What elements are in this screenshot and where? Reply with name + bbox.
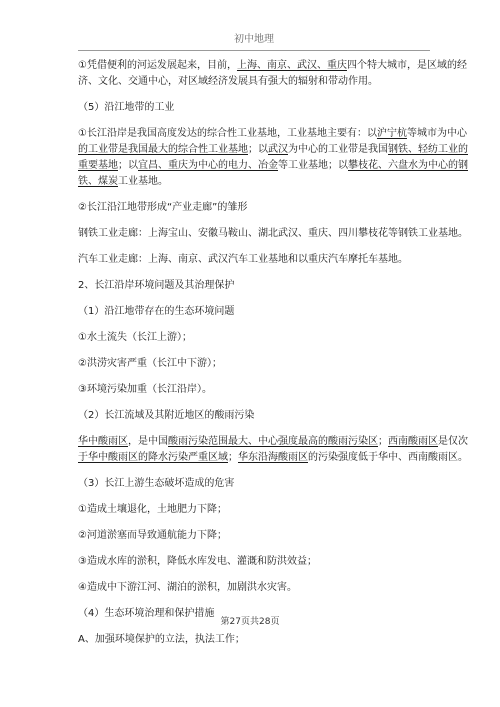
text: 四个特大城市，是区域的经 <box>346 60 467 71</box>
underlined-text: 武汉 <box>268 144 288 155</box>
page-header: 初中地理 <box>78 30 430 51</box>
underlined-text: 西南酸雨区 <box>388 436 438 447</box>
heading-2-2-acid-rain: （2）长江流域及其附近地区的酸雨污染 <box>78 410 255 421</box>
list-item-pollution: ③环境污染加重（长江沿岸）。 <box>78 384 212 395</box>
heading-2-3-damage: （3）长江上游生态破坏造成的危害 <box>78 478 235 489</box>
underlined-text: 于华中酸雨区的降水污染严重区域 <box>78 452 228 463</box>
text: ； <box>378 436 388 447</box>
underlined-text: 的工业带是我国最大的综合性工业基地 <box>78 144 248 155</box>
page-footer: 第27页共28页 <box>220 617 280 627</box>
list-item-siltation: ④造成中下游江河、湖泊的淤积，加剧洪水灾害。 <box>78 582 297 593</box>
heading-2-4-measures: （4）生态环境治理和保护措施 <box>78 608 215 619</box>
paragraph-cities-line1 <box>78 58 467 74</box>
list-item-legislation: A、加强环境保护的立法，执法工作； <box>78 634 245 645</box>
list-item-reservoir: ③造成水库的淤积，降低水库发电、灌溉和防洪效益； <box>78 556 317 567</box>
list-item-soil: ①造成土壤退化，土地肥力下降； <box>78 504 227 515</box>
underlined-text: 重要基地 <box>78 160 118 171</box>
paragraph-auto-corridor: 汽车工业走廊：上海、南京、武汉汽车工业基地和以重庆汽车摩托车基地。 <box>78 254 408 265</box>
paragraph-industry-line2 <box>78 142 468 158</box>
text: 是仅次 <box>438 436 468 447</box>
page-content <box>78 58 468 648</box>
text: 为中心的工业带是我国 <box>288 144 388 155</box>
text: ，是中国 <box>128 436 168 447</box>
list-item-navigation: ②河道淤塞而导致通航能力下降； <box>78 530 227 541</box>
underlined-text: 铁、煤炭 <box>78 176 118 187</box>
paragraph-industry-line3 <box>78 158 468 174</box>
text: 工业基地。 <box>118 176 168 187</box>
list-item-erosion: ①水土流失（长江上游）； <box>78 332 192 343</box>
text: ①凭借便利的河运发展起来，目前， <box>78 60 237 71</box>
underlined-text: 钢铁、轻纺工业的 <box>388 144 468 155</box>
underlined-text: 上海、南京、武汉、重庆 <box>236 60 347 71</box>
text: ； <box>228 452 238 463</box>
paragraph-industry-line1 <box>78 126 467 142</box>
heading-5-industry: （5）沿江地带的工业 <box>78 102 175 113</box>
paragraph-industry-corridor: ②长江沿江地带形成“产业走廊”的雏形 <box>78 202 248 213</box>
text: 等城市为中心 <box>406 128 467 139</box>
underlined-text: 宜昌、重庆为中心的电力、冶金 <box>138 160 278 171</box>
underlined-text: 华东沿海酸雨区 <box>238 452 308 463</box>
underlined-text: 酸雨污染范围最大、中心强度最高的酸雨污染区 <box>168 436 378 447</box>
underlined-text: 沪宁杭 <box>376 128 407 139</box>
paragraph-steel-corridor: 钢铁工业走廊：上海宝山、安徽马鞍山、湖北武汉、重庆、四川攀枝花等钢铁工业基地。 <box>78 228 468 239</box>
underlined-text: 攀枝花、六盘水为中心的钢 <box>348 160 468 171</box>
text: ；以 <box>118 160 138 171</box>
text: ①长江沿岸是我国高度发达的综合性工业基地，工业基地主要有：以 <box>78 128 377 139</box>
text: 等工业基地；以 <box>278 160 348 171</box>
heading-2-1-problems: （1）沿江地带存在的生态环境问题 <box>78 306 235 317</box>
underlined-text: 华中酸雨区 <box>78 436 128 447</box>
text: 的污染强度低于华中、西南酸雨区。 <box>308 452 468 463</box>
heading-2-environment: 2、长江沿岸环境问题及其治理保护 <box>78 280 235 291</box>
paragraph-acid-line2 <box>78 450 468 466</box>
paragraph-acid-line1 <box>78 434 468 450</box>
list-item-floods: ②洪涝灾害严重（长江中下游）； <box>78 358 222 369</box>
paragraph-industry-line4 <box>78 174 440 190</box>
paragraph-cities-line2: 济、文化、交通中心，对区域经济发展具有强大的辐射和带动作用。 <box>78 76 378 87</box>
text: ；以 <box>248 144 268 155</box>
